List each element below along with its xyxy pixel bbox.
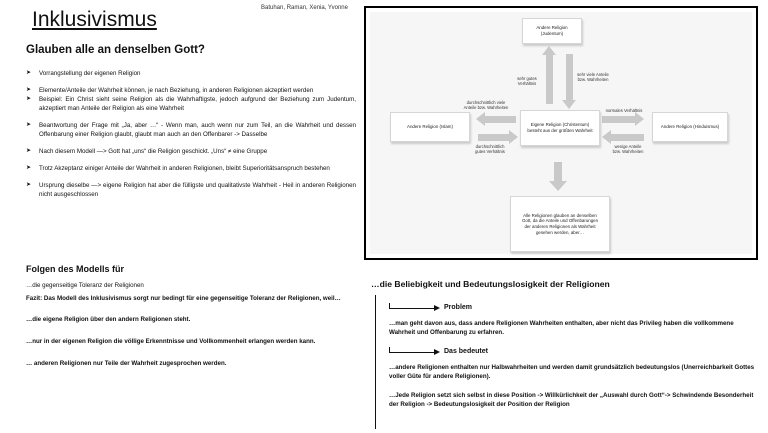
arrow-up-shaft: [546, 54, 553, 104]
arrow-left-shaft: [610, 134, 644, 141]
bullet-list: [26, 69, 356, 207]
bullet-item: ➤ Elemente/Anteile der Wahrheit können, je nach Beziehung, in anderen Religionen akzeptiert werden: [26, 86, 356, 95]
reason-item: …die eigene Religion über den andern Religionen steht.: [26, 316, 191, 323]
box-judentum: Andere Religion (Judentum): [522, 18, 582, 44]
label-sehr-viele-anteile: sehr viele Anteile bzw. Wahrheiten: [577, 72, 609, 83]
section-heading-beliebigkeit: …die Beliebigkeit und Bedeutungslosigkeit der Religionen: [371, 279, 610, 289]
reason-item: … anderen Religionen nur Teile der Wahrheit zugesprochen werden.: [26, 360, 227, 367]
arrow-right-shaft: [478, 134, 510, 141]
box-conclusion: Alle Religionen glauben an denselben Gott, da die Anteile und Offenbarungen der anderen Religionen als Wahrheit gesehen werden, aber…: [510, 196, 610, 252]
label-durchschnittlich-viele: durchschnittlich viele Anteile bzw. Wahrheiten: [463, 100, 509, 111]
bedeutet-label: Das bedeutet: [444, 348, 488, 355]
bullet-item: ➤ Nach diesem Modell —> Gott hat „uns“ die Religion geschickt. „Uns“ ≠ eine Gruppe: [26, 147, 356, 156]
arrow-left-head: [602, 130, 611, 144]
bedeutet-arrow-line: [389, 352, 435, 353]
bullet-item: ➤ Beantwortung der Frage mit „Ja, aber …“ - Wenn man, auch wenn nur zum Teil, an die Wahrheit und dessen Offenbarung einer Religion glaubt, glaubt man auch an den Offenbarer -> Dasselbe: [26, 121, 356, 139]
box-hinduismus: Andere Religion (Hinduismus): [652, 112, 728, 142]
arrow-down-head: [562, 100, 576, 109]
box-christentum: Eigene Religion (Christentum) besteht aus der größten Wahrheit: [520, 110, 600, 146]
box-islam: Andere Religion (Islam): [390, 112, 470, 142]
inklusivismus-diagram: [364, 6, 758, 260]
arrow-right-head: [635, 112, 644, 126]
authors: Batuhan, Raman, Xenia, Yvonne: [261, 5, 348, 11]
diagram-canvas: [370, 12, 752, 254]
bedeutet-text-1: …andere Religionen enthalten nur Halbwahrheiten und werden damit grundsätzlich bedeutungslos (Unerreichbarkeit Gottes voller Güte für andere Religionen).: [389, 364, 755, 380]
arrow-left-head: [476, 112, 485, 126]
problem-arrow-line: [389, 308, 435, 309]
arrow-up-head: [542, 46, 556, 55]
bullet-item: ➤ Trotz Akzeptanz einiger Anteile der Wahrheit in anderen Religionen, bleibt Superioritätsanspruch bestehen: [26, 164, 356, 173]
problem-text: …man geht davon aus, dass andere Religionen Wahrheiten enthalten, aber nicht das Privileg haben die vollkommene Wahrheit und Offenbarung zu erfahren.: [389, 320, 734, 336]
fazit-text: Fazit: Das Modell des Inklusivismus sorgt nur bedingt für eine gegenseitige Toleranz der Religionen, weil…: [26, 295, 341, 302]
problem-arrow-head: [434, 305, 440, 311]
bullet-item: ➤ Beispiel: Ein Christ sieht seine Religion als die Wahrhaftigste, jedoch aufgrund der Beziehung zum Judentum, akzeptiert man Anteile der Religion als eine Wahrheit: [26, 95, 356, 113]
label-durchschnittlich-gut: durchschnittlich gutes Verhältnis: [475, 144, 505, 155]
bedeutet-text-2: …Jede Religion setzt sich selbst in diese Position -> Willkürlichkeit der „Auswahl durch Gott“-> Schwindende Besonderheit der Religion -> Bedeutungslosigkeit der Position der Religion: [389, 392, 754, 408]
bedeutet-arrow-head: [434, 349, 440, 355]
vertical-divider: [375, 295, 376, 429]
arrow-down-shaft: [554, 162, 562, 182]
arrow-down-head: [549, 181, 567, 191]
arrow-left-shaft: [484, 116, 516, 123]
page-title: Inklusivismus: [32, 8, 157, 31]
topic-toleranz: …die gegenseitige Toleranz der Religionen: [26, 282, 144, 289]
bedeutet-arrow-tick: [389, 347, 390, 353]
problem-arrow-tick: [389, 303, 390, 309]
bullet-item: ➤ Vorrangstellung der eigenen Religion: [26, 69, 356, 78]
section-heading-folgen: Folgen des Modells für: [26, 264, 125, 274]
toleranz-section: [26, 281, 356, 374]
arrow-down-shaft: [566, 54, 573, 102]
arrow-right-shaft: [602, 116, 636, 123]
bullet-item: ➤ Ursprung dieselbe —> eigene Religion hat aber die fülligste und qualitativste Wahrheit - Heil in anderen Religionen nicht ausgeschlossen: [26, 181, 356, 199]
label-normales-verhaeltnis: normales Verhältnis: [605, 108, 643, 113]
label-sehr-gutes-verhaeltnis: sehr gutes Verhältnis: [517, 76, 537, 87]
label-wenige-anteile: wenige Anteile bzw. Wahrheiten: [612, 144, 644, 155]
subtitle: Glauben alle an denselben Gott?: [26, 44, 205, 56]
reason-item: …nur in der eigenen Religion die völlige Erkenntnisse und Vollkommenheit erlangen werden kann.: [26, 338, 316, 345]
arrow-right-head: [509, 130, 518, 144]
problem-label: Problem: [444, 304, 473, 311]
